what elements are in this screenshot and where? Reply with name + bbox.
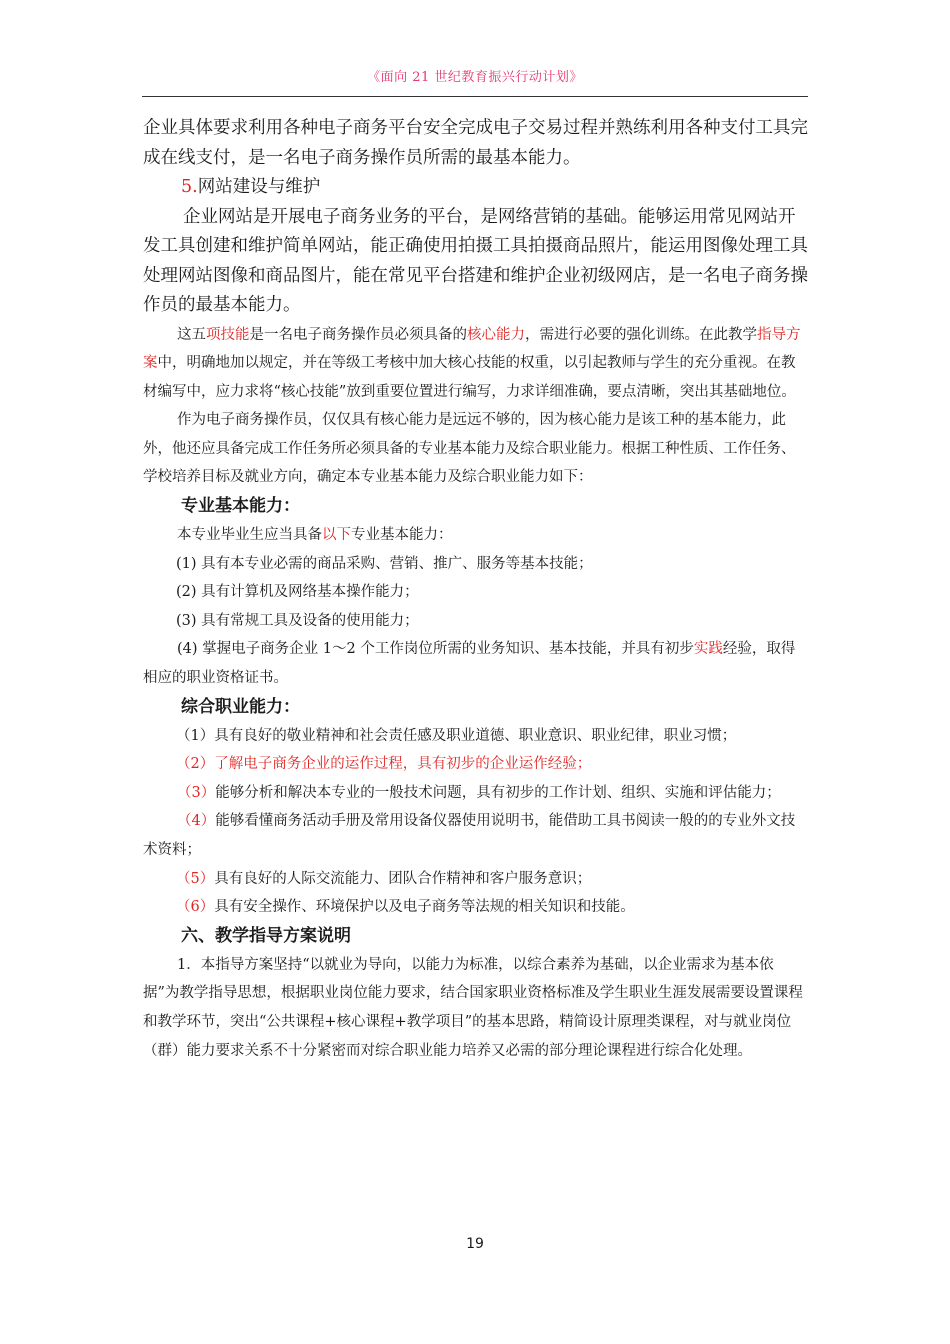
highlight-run: 指导方案 <box>143 326 801 372</box>
basic-ability-item-3: (3) 具有常规工具及设备的使用能力； <box>176 612 419 629</box>
beyond-core-paragraph: 作为电子商务操作员，仅仅具有核心能力是远远不够的，因为核心能力是该工种的基本能力，此外，他还应具备完成工作任务所必须具备的专业基本能力及综合职业能力。根据工种性质、工作任务、学校培养目标及就业方向，确定本专业基本能力及综合职业能力如下： <box>143 412 796 486</box>
text-run: 中，明确地加以规定，并在等级工考核中加大核心技能的权重，以引起教师与学生的充分重视。在教材编写中，应力求将“核心技能”放到重要位置进行编写，力求详细准确，要点清晰，突出其基础地位。 <box>143 355 796 400</box>
item-number: （4） <box>177 813 216 830</box>
text-run: 本专业毕业生应当具备 <box>177 527 322 544</box>
text-run: 是一名电子商务操作员必须具备的 <box>249 326 467 343</box>
document-body <box>143 114 809 1065</box>
comprehensive-item-5 <box>143 865 809 894</box>
comprehensive-item-4 <box>143 807 809 864</box>
text-run: (4) 掌握电子商务企业 1～2 个工作岗位所需的业务知识、基本技能，并具有初步 <box>177 641 694 658</box>
section-5-number: 5. <box>181 177 198 197</box>
text-run: 能够分析和解决本专业的一般技术问题，具有初步的工作计划、组织、实施和评估能力； <box>215 784 781 801</box>
item-number: （3） <box>177 784 216 801</box>
text-run: 具有良好的人际交流能力、团队合作精神和客户服务意识； <box>214 870 592 887</box>
comprehensive-abilities-heading: 综合职业能力： <box>181 696 300 717</box>
text-run: 具有安全操作、环境保护以及电子商务等法规的相关知识和技能。 <box>214 899 635 916</box>
basic-ability-item-1: (1) 具有本专业必需的商品采购、营销、推广、服务等基本技能； <box>176 555 593 572</box>
website-paragraph: 企业网站是开展电子商务业务的平台，是网络营销的基础。能够运用常见网站开发工具创建和维护简单网站，能正确使用拍摄工具拍摄商品照片，能运用图像处理工具处理网站图像和商品图片，能在常见平台搭建和维护企业初级网店，是一名电子商务操作员的最基本能力。 <box>143 206 808 315</box>
comprehensive-item-6 <box>143 893 809 922</box>
highlight-run: 实践 <box>693 641 723 658</box>
core-skills-paragraph <box>143 321 809 407</box>
intro-paragraph: 企业具体要求利用各种电子商务平台安全完成电子交易过程并熟练利用各种支付工具完成在线支付，是一名电子商务操作员所需的最基本能力。 <box>143 118 808 168</box>
text-run: 经验，取得相应的职业资格证书。 <box>143 641 796 687</box>
highlight-run: 项技能 <box>206 326 250 343</box>
highlight-run: 核心能力 <box>467 326 525 343</box>
item-number: （6） <box>176 899 215 916</box>
item-number: （5） <box>176 870 215 887</box>
basic-ability-item-4 <box>143 635 809 692</box>
comprehensive-item-3 <box>143 779 809 808</box>
section-5-heading <box>143 173 809 203</box>
comprehensive-item-1: （1）具有良好的敬业精神和社会责任感及职业道德、职业意识、职业纪律，职业习惯； <box>176 727 737 744</box>
section-6-heading: 六、教学指导方案说明 <box>181 925 351 946</box>
text-run: 专业基本能力： <box>351 527 453 544</box>
highlight-run: 以下 <box>322 527 351 544</box>
comprehensive-item-2: （2）了解电子商务企业的运作过程，具有初步的企业运作经验； <box>176 756 592 773</box>
text-run: 这五 <box>177 326 206 343</box>
text-run: ，需进行必要的强化训练。在此教学 <box>525 326 757 343</box>
basic-ability-item-2: (2) 具有计算机及网络基本操作能力； <box>176 584 419 601</box>
section-6-paragraph-1: 1．本指导方案坚持“以就业为导向，以能力为标准，以综合素养为基础，以企业需求为基本依据”为教学指导思想，根据职业岗位能力要求，结合国家职业资格标准及学生职业生涯发展需要设置课程和教学环节，突出“公共课程+核心课程+教学项目”的基本思路，精简设计原理类课程，对与就业岗位（群）能力要求关系不十分紧密而对综合职业能力培养又必需的部分理论课程进行综合化处理。 <box>143 956 803 1059</box>
section-5-title: 网站建设与维护 <box>197 177 321 197</box>
basic-abilities-heading: 专业基本能力： <box>181 496 300 517</box>
page-number: 19 <box>466 1236 484 1252</box>
header-divider <box>142 96 808 97</box>
page-header: 《面向 21 世纪教育振兴行动计划》 <box>367 70 583 85</box>
text-run: 能够看懂商务活动手册及常用设备仪器使用说明书，能借助工具书阅读一般的的专业外文技术资料； <box>143 813 796 858</box>
basic-abilities-intro <box>143 521 809 550</box>
